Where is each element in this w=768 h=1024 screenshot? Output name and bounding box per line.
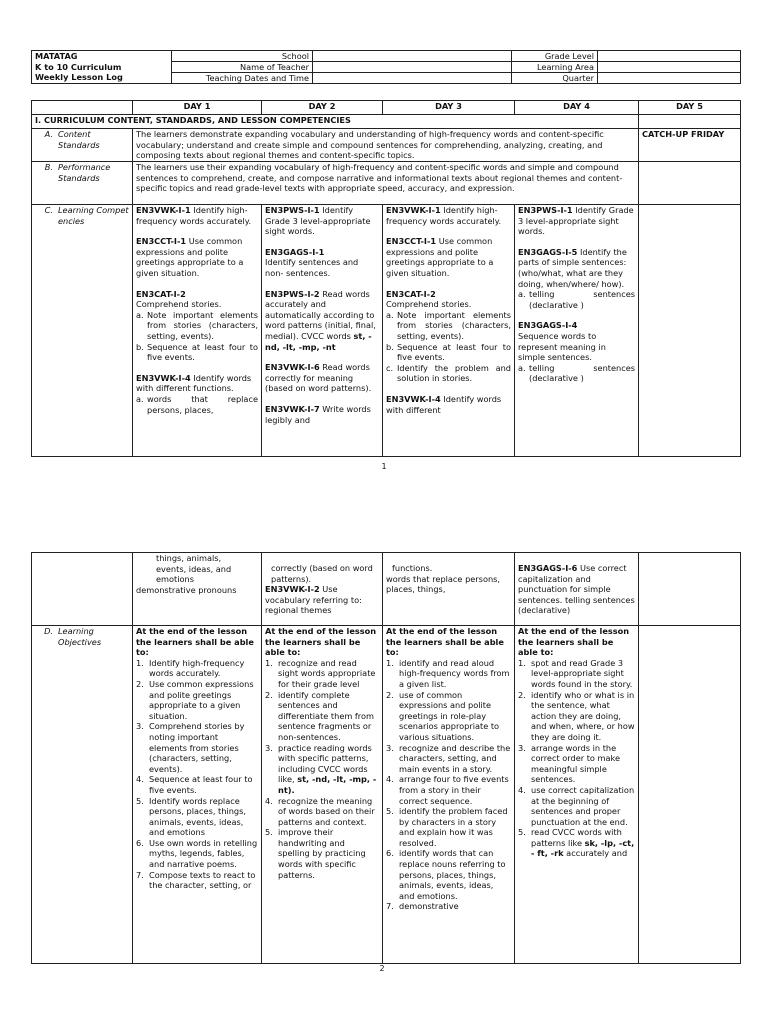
- bold-pattern-text: sk, -lp, -ct, - ft, -rk: [531, 837, 635, 859]
- list-item: 2. Use common expressions and polite greetings appropriate to a given situation.: [136, 678, 254, 721]
- continuation-text: words that replace persons, places, things,: [386, 573, 501, 595]
- continuation-text: things, animals,: [156, 553, 222, 563]
- continuation-day2: [262, 553, 383, 626]
- page-number: 2: [379, 964, 385, 973]
- objectives-day2: [262, 626, 383, 964]
- list-item: a. words that replace persons, places,: [136, 393, 258, 415]
- row-letter: D.: [44, 626, 53, 636]
- competency-text: Identify the parts of simple sentences: (who/what, what are they doing, when/where/ how).: [518, 246, 627, 289]
- continuation-text: events, ideas, and: [156, 563, 232, 574]
- continuation-day4: [515, 553, 639, 626]
- competency-code: EN3VWK-I-4: [136, 372, 191, 383]
- competency-text: Read words correctly for meaning (based on word patterns).: [265, 362, 372, 394]
- list-item: 1. recognize and read sight words appropriate for their grade level: [265, 657, 376, 689]
- competency-text: Identify Grade 3 level-appropriate sight words.: [518, 205, 634, 237]
- competency-text: Use vocabulary referring to: regional themes: [265, 584, 362, 616]
- competency-code: EN3GAGS-I-1: [265, 246, 325, 257]
- field-value-school[interactable]: [313, 51, 512, 62]
- list-item: 5. Identify words replace persons, places, things, animals, events, ideas, and emotions: [136, 795, 246, 838]
- list-item: 3. Comprehend stories by noting important elements from stories (characters, setting, events).: [136, 721, 245, 774]
- day-header: DAY 2: [262, 101, 383, 115]
- list-item: 3. practice reading words with specific patterns, including CVCC words like, st, -nd, -lt, -mp, -nt).: [265, 742, 377, 795]
- competency-text: Comprehend stories.: [386, 299, 472, 310]
- objectives-list: [518, 658, 635, 859]
- field-label-dates: Teaching Dates and Time: [172, 73, 313, 84]
- list-item: 5. identify the problem faced by characters in a story and explain how it was resolved.: [386, 806, 508, 848]
- competency-code: EN3VWK-I-2: [265, 584, 320, 595]
- list-item: 6. identify words that can replace nouns referring to persons, places, things, animals, events, ideas, and emotions.: [386, 848, 506, 901]
- continuation-day1: [133, 553, 262, 626]
- empty-cell: [639, 205, 741, 457]
- competency-code: EN3VWK-I-4: [386, 393, 441, 404]
- title-line: MATATAG: [35, 51, 78, 61]
- list-item: 5. improve their handwriting and spelling by practicing words with specific patterns.: [265, 827, 366, 880]
- competency-code: EN3CAT-I-2: [136, 288, 186, 299]
- title-line: Weekly Lesson Log: [35, 72, 123, 82]
- list-item: 4. Sequence at least four to five events.: [136, 774, 253, 795]
- list-item: 2. use of common expressions and polite greetings in role-play scenarios appropriate to various situations.: [386, 689, 500, 742]
- objectives-intro: At the end of the lesson the learners shall be able to:: [136, 626, 254, 658]
- field-label-teacher: Name of Teacher: [172, 62, 313, 73]
- competencies-day2: [262, 205, 383, 457]
- competency-code: EN3GAGS-I-5: [518, 246, 578, 257]
- list-item: 1. identify and read aloud high-frequency words from a given list.: [386, 657, 510, 689]
- list-item: 3. recognize and describe the characters, setting, and main events in a story.: [386, 742, 511, 774]
- list-item: 4. recognize the meaning of words based on their patterns and context.: [265, 795, 375, 827]
- field-value-quarter[interactable]: [598, 73, 741, 84]
- lesson-log-table-page1: [31, 100, 741, 457]
- competency-code: EN3VWK-I-7: [265, 403, 320, 414]
- row-label-learning-objectives: [32, 626, 133, 964]
- continuation-text: functions.: [392, 563, 433, 573]
- field-label-school: School: [172, 51, 313, 62]
- competency-text: Use correct capitalization and punctuation for simple sentences. telling sentences (declarative): [518, 563, 635, 616]
- field-value-learning-area[interactable]: [598, 62, 741, 73]
- competency-text: Identify Grade 3 level-appropriate sight words.: [265, 205, 371, 237]
- list-item: 5. read CVCC words with patterns like sk, -lp, -ct, - ft, -rk accurately and: [518, 827, 635, 859]
- row-label: Content Standards: [58, 129, 100, 150]
- competency-text: Identify high- frequency words accurately.: [386, 205, 502, 226]
- field-value-grade-level[interactable]: [598, 51, 741, 62]
- field-label-grade-level: Grade Level: [512, 51, 598, 62]
- lesson-log-table-page2: [31, 552, 741, 964]
- empty-cell: [32, 553, 133, 626]
- form-title: [32, 51, 172, 84]
- row-label: Learning Objectives: [58, 626, 102, 647]
- competency-code: EN3GAGS-I-4: [518, 320, 578, 331]
- row-label: Performance Standards: [58, 162, 111, 183]
- competency-code: EN3PWS-I-1: [518, 205, 573, 215]
- list-item: a. telling sentences (declarative ): [518, 362, 635, 384]
- competency-text: Comprehend stories.: [136, 299, 222, 310]
- list-item: 2. identify who or what is in the sentence, what action they are doing, and when, where, or how they are doing it.: [518, 689, 635, 742]
- day-header: DAY 3: [383, 101, 515, 115]
- competencies-day3: [383, 205, 515, 457]
- corner-cell: [32, 101, 133, 115]
- competency-code: EN3PWS-I-2: [265, 288, 320, 299]
- empty-cell: [639, 626, 741, 964]
- competencies-day4: [515, 205, 639, 457]
- list-item: 1. spot and read Grade 3 level-appropriate sight words found in the story.: [518, 657, 633, 689]
- row-letter: C.: [44, 205, 53, 215]
- day-header: DAY 4: [515, 101, 639, 115]
- objectives-day4: [515, 626, 639, 964]
- competency-text: Identify words with different: [386, 393, 502, 415]
- empty-cell: [639, 162, 741, 205]
- catch-up-friday: CATCH-UP FRIDAY: [639, 129, 741, 162]
- competency-text: Use common expressions and polite greetings appropriate to a given situation.: [136, 236, 244, 278]
- field-value-dates[interactable]: [313, 73, 512, 84]
- competency-code: EN3CCT-I-1: [386, 236, 437, 247]
- competency-code: EN3CAT-I-2: [386, 288, 436, 299]
- objectives-intro: At the end of the lesson the learners shall be able to:: [518, 626, 630, 658]
- list-item: 7. demonstrative: [386, 901, 459, 912]
- list-item: 3. arrange words in the correct order to make meaningful simple sentences.: [518, 742, 621, 785]
- day-header: DAY 1: [133, 101, 262, 115]
- competency-text: Identify high- frequency words accurately.: [136, 205, 252, 226]
- list-item: a. Note important elements from stories (characters, setting, events).: [386, 309, 511, 341]
- continuation-text: correctly (based on word patterns).: [271, 563, 373, 584]
- objectives-intro: At the end of the lesson the learners shall be able to:: [386, 626, 504, 658]
- list-item: b. Sequence at least four to five events.: [386, 341, 511, 363]
- field-label-quarter: Quarter: [512, 73, 598, 84]
- objectives-day1: [133, 626, 262, 964]
- objectives-list: [136, 658, 258, 891]
- list-item: a. Note important elements from stories (characters, setting, events).: [136, 309, 258, 341]
- competency-code: EN3VWK-I-6: [265, 362, 320, 373]
- objectives-list: [386, 658, 511, 912]
- list-item: 6. Use own words in retelling myths, legends, fables, and narrative poems.: [136, 837, 258, 870]
- competencies-day1: [133, 205, 262, 457]
- competency-text: Read words accurately and automatically according to word patterns (initial, final, medial). CVCC words: [265, 288, 376, 341]
- competency-code: EN3PWS-I-1: [265, 205, 320, 215]
- list-item: b. Sequence at least four to five events.: [136, 341, 258, 363]
- row-letter: A.: [44, 129, 53, 139]
- continuation-text: demonstrative pronouns: [136, 584, 237, 595]
- page-number: 1: [381, 462, 387, 471]
- continuation-text: emotions: [156, 574, 194, 585]
- list-item: 1. Identify high-frequency words accurately.: [136, 657, 245, 679]
- objectives-intro: At the end of the lesson the learners shall be able to:: [265, 626, 377, 658]
- field-value-teacher[interactable]: [313, 62, 512, 73]
- day-header: DAY 5: [639, 101, 741, 115]
- competency-bold-text: st, -nd, -lt, -mp, -nt: [265, 330, 372, 352]
- content-standards-text: The learners demonstrate expanding vocabulary and understanding of high-frequency words and content-specific vocabulary; understand and create simple and compound sentences for comprehending, analyzing, creating, and composing texts about regional themes and content-specific topics.: [133, 129, 639, 162]
- competency-text: Use common expressions and polite greetings appropriate to a given situation.: [386, 236, 494, 278]
- competency-code: EN3GAGS-I-6: [518, 563, 578, 573]
- row-label-performance-standards: [32, 162, 133, 205]
- performance-standards-text: The learners use their expanding vocabulary of high-frequency and content-specific words and simple and compound sentences to comprehend, create, and compose narrative and informational texts about regional themes and content-specific topics and read grade-level texts with appropriate speed, accuracy, and expression.: [133, 162, 639, 205]
- title-line: K to 10 Curriculum: [35, 61, 122, 72]
- continuation-day3: [383, 553, 515, 626]
- list-item: 7. Compose texts to react to the character, setting, or: [136, 869, 256, 891]
- empty-cell: [639, 553, 741, 626]
- competency-text: Identify words with different functions.: [136, 372, 252, 394]
- header-table: [31, 50, 741, 84]
- competency-code: EN3CCT-I-1: [136, 236, 187, 247]
- objectives-day3: [383, 626, 515, 964]
- row-label: Learning Competencies: [58, 205, 129, 226]
- list-item: 4. arrange four to five events from a story in their correct sequence.: [386, 774, 509, 806]
- competency-text: Identify sentences and non- sentences.: [265, 257, 359, 278]
- objectives-list: [265, 658, 379, 880]
- bold-pattern-text: st, -nd, -lt, -mp, -nt).: [278, 774, 377, 795]
- competency-code: EN3VWK-I-1: [136, 205, 191, 215]
- section-heading: I. CURRICULUM CONTENT, STANDARDS, AND LESSON COMPETENCIES: [32, 115, 639, 129]
- row-letter: B.: [44, 162, 53, 172]
- list-item: a. telling sentences (declarative ): [518, 289, 635, 310]
- row-label-learning-competencies: [32, 205, 133, 457]
- list-item: c. Identify the problem and solution in stories.: [386, 362, 511, 384]
- competency-text: Sequence words to represent meaning in simple sentences.: [518, 330, 606, 363]
- row-label-content-standards: [32, 129, 133, 162]
- list-item: 2. identify complete sentences and differentiate them from sentence fragments or non-sentences.: [265, 689, 374, 742]
- empty-cell: [639, 115, 741, 129]
- competency-code: EN3VWK-I-1: [386, 205, 441, 215]
- field-label-learning-area: Learning Area: [512, 62, 598, 73]
- competency-text: Write words legibly and: [265, 403, 371, 425]
- list-item: 4. use correct capitalization at the beginning of sentences and proper punctuation at the end.: [518, 784, 635, 827]
